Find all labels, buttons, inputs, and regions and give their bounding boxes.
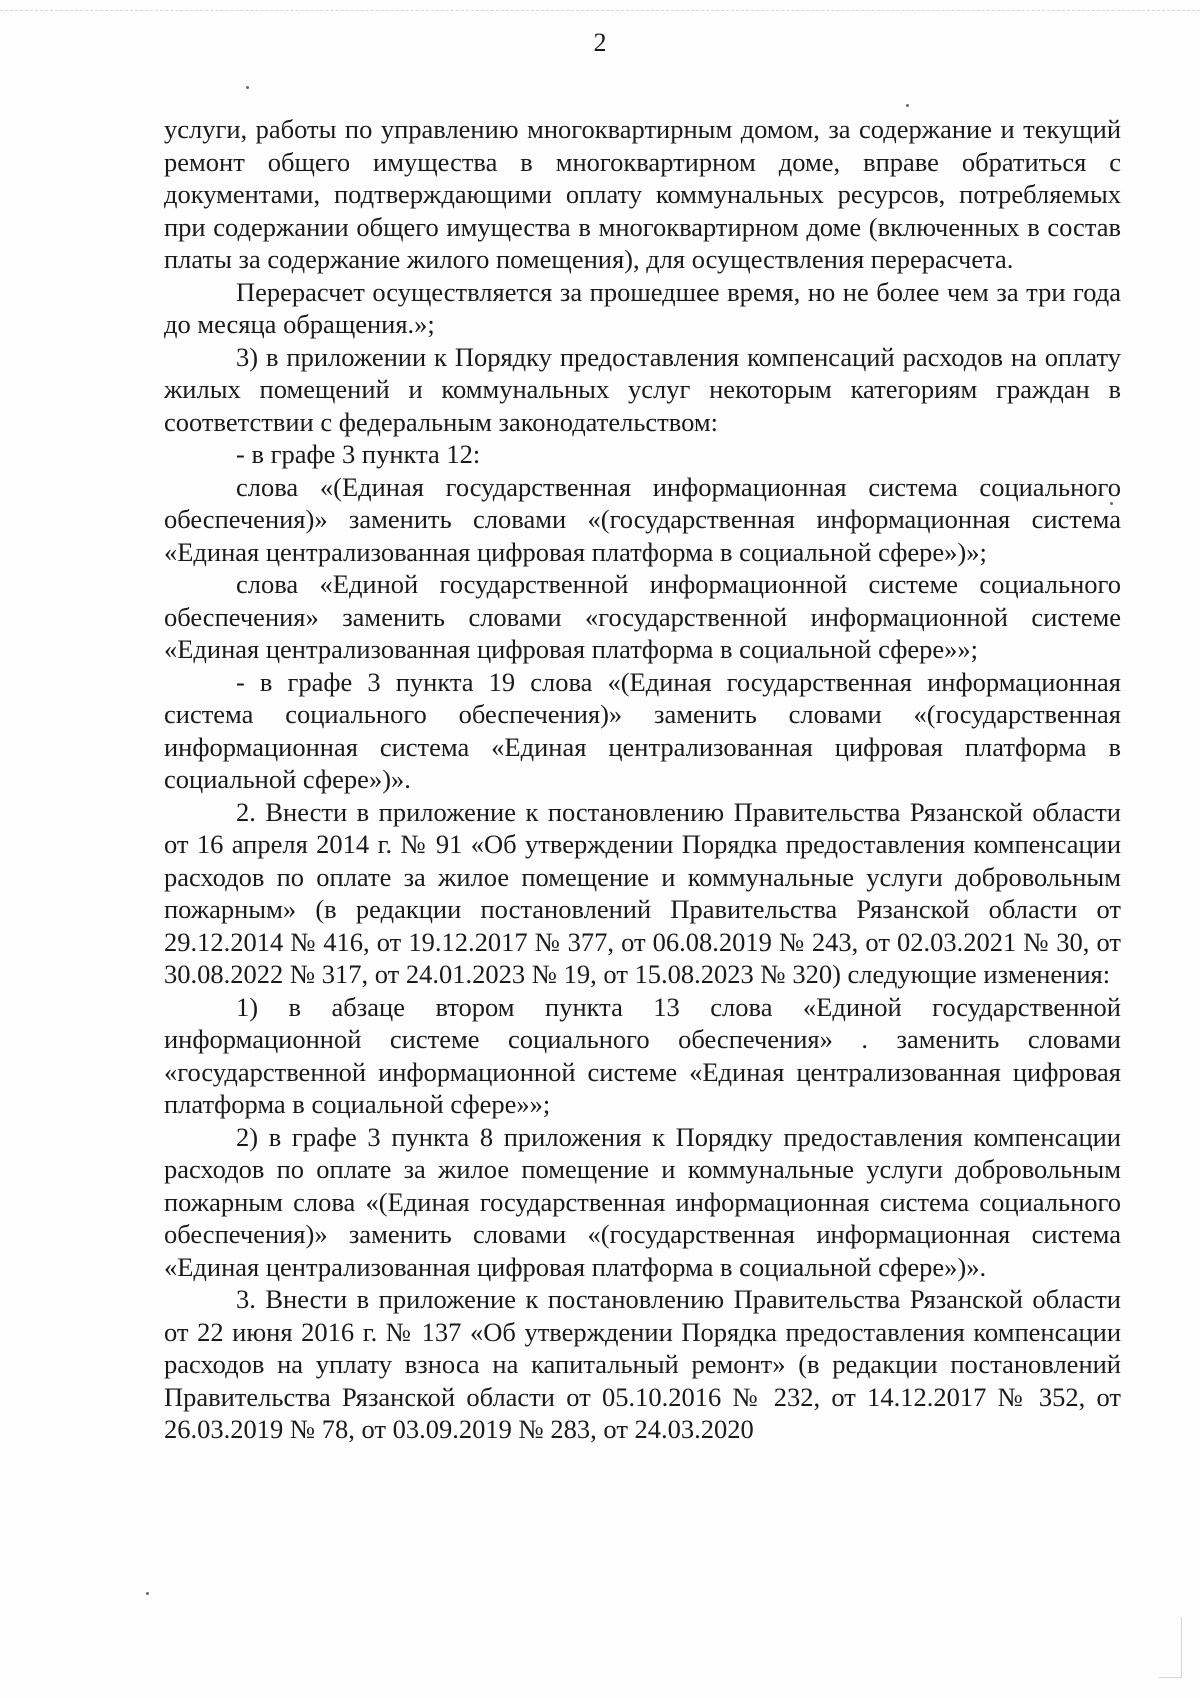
scan-speck [146, 1592, 149, 1595]
paragraph-replace-words-2: слова «Единой государственной информационной системе социального обеспечения» заменить словами «государственной информационной системе «Единая централизованная цифровая платформа в социальной сфере»»; [164, 569, 1121, 664]
paragraph-section-3: 3. Внести в приложение к постановлению Правительства Рязанской области от 22 июня 2016 г. № 137 «Об утверждении Порядка предоставления компенсации расходов на уплату взноса на капитальный ремонт» (в редакции постановлений Правительства Рязанской области от 05.10.2016 № 232, от 14.12.2017 № 352, от 26.03.2019 № 78, от 03.09.2019 № 283, от 24.03.2020 [164, 1284, 1121, 1444]
page-number: 2 [593, 28, 607, 57]
paragraph-column-3-point-19: - в графе 3 пункта 19 слова «(Единая государственная информационная система социального обеспечения)» заменить словами «(государственная информационная система «Единая централизованная цифровая платформа в социальной сфере»)». [164, 666, 1121, 794]
scan-corner-artifact [1159, 1617, 1182, 1678]
scan-speck [906, 104, 909, 107]
paragraph-continuation: услуги, работы по управлению многоквартирным домом, за содержание и текущий ремонт общего имущества в многоквартирном доме, вправе обратиться с документами, подтверждающими оплату коммунальных ресурсов, потребляемых при содержании общего имущества в многоквартирном доме (включенных в состав платы за содержание жилого помещения), для осуществления перерасчета. [164, 114, 1121, 274]
paragraph-item-3: 3) в приложении к Порядку предоставления компенсаций расходов на оплату жилых помещений и коммунальных услуг некоторым категориям граждан в соответствии с федеральным законодательством: [164, 341, 1121, 437]
paragraph-section-2: 2. Внести в приложение к постановлению Правительства Рязанской области от 16 апреля 2014 г. № 91 «Об утверждении Порядка предоставления компенсации расходов по оплате за жилое помещение и коммунальные услуги добровольным пожарным» (в редакции постановлений Правительства Рязанской области от 29.12.2014 № 416, от 19.12.2017 № 377, от 06.08.2019 № 243, от 02.03.2021 № 30, от 30.08.2022 № 317, от 24.01.2023 № 19, от 15.08.2023 № 320) следующие изменения: [164, 796, 1121, 989]
paragraph-column-3-point-12: - в графе 3 пункта 12: [236, 439, 481, 469]
document-body [164, 113, 1121, 1446]
paragraph-section-2-item-2: 2) в графе 3 пункта 8 приложения к Порядку предоставления компенсации расходов по оплате за жилое помещение и коммунальные услуги добровольным пожарным слова «(Единая государственная информационная система социального обеспечения)» заменить словами «(государственная информационная система «Единая централизованная цифровая платформа в социальной сфере»)». [164, 1121, 1121, 1282]
paragraph-section-2-item-1: 1) в абзаце втором пункта 13 слова «Единой государственной информационной системе социального обеспечения» . заменить словами «государственной информационной системе «Единая централизованная цифровая платформа в социальной сфере»»; [164, 991, 1121, 1119]
scan-speck [246, 86, 249, 89]
paragraph-replace-words-1: слова «(Единая государственная информационная система социального обеспечения)» заменить словами «(государственная информационная система «Единая централизованная цифровая платформа в социальной сфере»)»; [164, 471, 1121, 567]
scan-edge-artifact [0, 10, 1200, 21]
paragraph-recalculation: Перерасчет осуществляется за прошедшее время, но не более чем за три года до месяца обращения.»; [164, 276, 1121, 339]
